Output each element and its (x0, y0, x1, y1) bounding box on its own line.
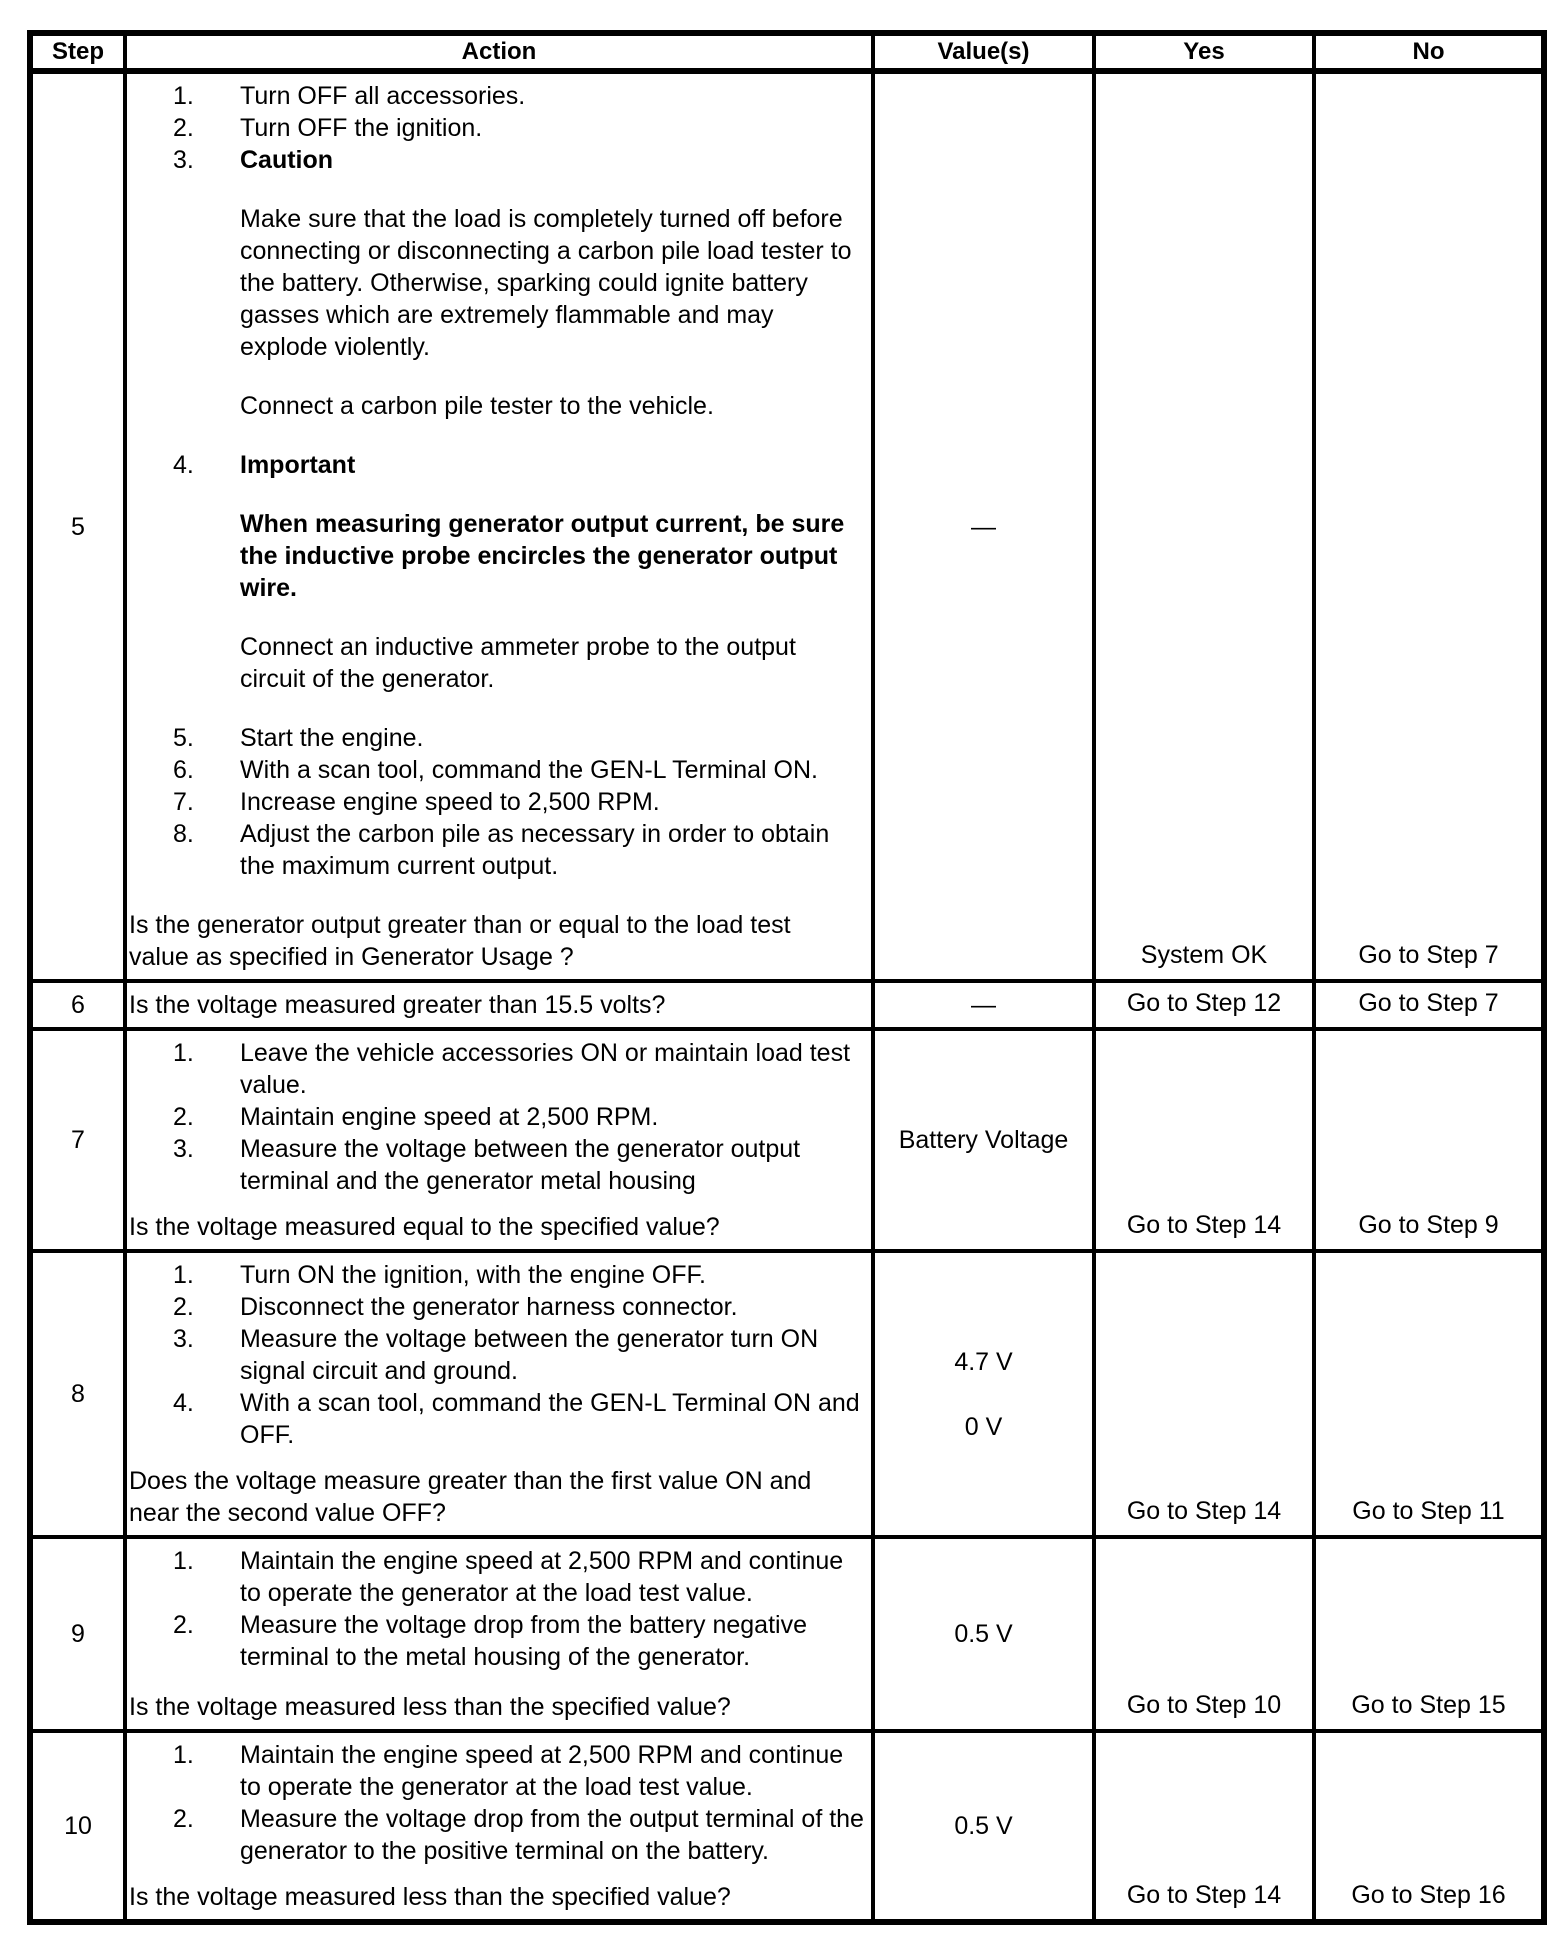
value-cell (873, 1029, 1094, 1251)
list-item-text: Turn OFF the ignition. (240, 114, 483, 142)
yes-text: Go to Step 14 (1126, 1497, 1282, 1525)
list-item-text: Measure the voltage between the generator turn ON signal circuit and ground. (240, 1325, 819, 1385)
table-row (30, 981, 1544, 1029)
value-cell (873, 1537, 1094, 1731)
action-question: Is the voltage measured less than the specified value? (129, 1693, 731, 1721)
list-number: 2. (173, 1611, 194, 1639)
list-item-text: Turn ON the ignition, with the engine OFF. (240, 1261, 706, 1289)
action-cell (125, 1029, 873, 1251)
table-row (30, 1029, 1544, 1251)
list-number: 2. (173, 1103, 194, 1131)
list-item-text: With a scan tool, command the GEN-L Terminal ON. (240, 756, 818, 784)
action-paragraph: Make sure that the load is completely turned off before connecting or disconnecting a carbon pile load tester to the battery. Otherwise, sparking could ignite battery gasses which are extremely flammable and may explode violently. (240, 205, 852, 361)
value-text: 4.7 V (954, 1347, 1013, 1376)
action-list-item (173, 1739, 869, 1803)
step-cell (30, 71, 125, 981)
value-text: — (971, 512, 996, 541)
value-cell (873, 1731, 1094, 1922)
action-question: Is the voltage measured equal to the specified value? (129, 1213, 720, 1241)
action-list-item (173, 1803, 869, 1867)
action-cell (125, 1731, 873, 1922)
procedure-rows (30, 71, 1544, 1922)
column-header-action: Action (125, 33, 873, 71)
step-cell (30, 1537, 125, 1731)
action-paragraph: Connect a carbon pile tester to the vehicle. (240, 392, 714, 420)
no-cell (1314, 1251, 1544, 1537)
action-question: Is the voltage measured less than the specified value? (129, 1883, 731, 1911)
list-number: 1. (173, 1547, 194, 1575)
value-text: 0 V (964, 1412, 1003, 1441)
action-cell (125, 1251, 873, 1537)
column-header-step: Step (30, 33, 125, 71)
action-list-item (173, 1387, 869, 1451)
action-content (127, 983, 871, 1027)
action-cell (125, 981, 873, 1029)
yes-cell (1094, 1537, 1314, 1731)
list-number: 2. (173, 1805, 194, 1833)
action-paragraph: When measuring generator output current, be sure the inductive probe encircles the generator output wire. (240, 510, 845, 602)
list-item-text: Adjust the carbon pile as necessary in order to obtain the maximum current output. (240, 820, 830, 880)
list-item-text: Measure the voltage drop from the battery negative terminal to the metal housing of the generator. (240, 1611, 807, 1671)
list-number: 4. (173, 1389, 194, 1417)
value-text: — (971, 991, 996, 1019)
list-item-text: Increase engine speed to 2,500 RPM. (240, 788, 660, 816)
step-cell (30, 1251, 125, 1537)
list-number: 1. (173, 1039, 194, 1067)
value-text: 0.5 V (954, 1620, 1013, 1648)
action-list-item (173, 818, 869, 882)
list-item-text: Measure the voltage drop from the output terminal of the generator to the positive terminal on the battery. (240, 1805, 864, 1865)
column-header-no: No (1314, 33, 1544, 71)
action-question: Is the generator output greater than or equal to the load test value as specified in Generator Usage ? (129, 911, 791, 971)
no-cell (1314, 1731, 1544, 1922)
step-cell (30, 981, 125, 1029)
action-question: Does the voltage measure greater than the first value ON and near the second value OFF? (129, 1467, 812, 1527)
list-number: 6. (173, 756, 194, 784)
list-number: 3. (173, 1135, 194, 1163)
action-cell (125, 71, 873, 981)
list-item-text: Maintain engine speed at 2,500 RPM. (240, 1103, 659, 1131)
list-item-text: Caution (240, 146, 334, 174)
step-number: 5 (71, 512, 85, 541)
yes-cell (1094, 1731, 1314, 1922)
yes-text: Go to Step 14 (1126, 1211, 1282, 1239)
header-row (30, 33, 1544, 71)
list-item-text: Important (240, 451, 356, 479)
yes-text: Go to Step 12 (1126, 989, 1282, 1017)
action-content (127, 1539, 871, 1729)
yes-cell (1094, 1251, 1314, 1537)
action-list-item (173, 1101, 869, 1133)
action-list-item (173, 1545, 869, 1609)
yes-text: Go to Step 10 (1126, 1691, 1282, 1719)
no-text: Go to Step 7 (1358, 989, 1499, 1017)
list-item-text: Disconnect the generator harness connector. (240, 1293, 738, 1321)
list-item-text: Start the engine. (240, 724, 424, 752)
action-list-item (173, 1291, 869, 1323)
action-list-item (173, 144, 869, 176)
list-item-text: Maintain the engine speed at 2,500 RPM and continue to operate the generator at the load test value. (240, 1741, 844, 1801)
yes-cell (1094, 1029, 1314, 1251)
action-list-item (173, 80, 869, 112)
list-item-text: Maintain the engine speed at 2,500 RPM and continue to operate the generator at the load test value. (240, 1547, 844, 1607)
action-content (127, 1733, 871, 1919)
no-text: Go to Step 16 (1351, 1881, 1506, 1909)
yes-cell (1094, 71, 1314, 981)
no-text: Go to Step 15 (1351, 1691, 1506, 1719)
list-number: 4. (173, 451, 194, 479)
list-number: 2. (173, 1293, 194, 1321)
list-item-text: With a scan tool, command the GEN-L Terminal ON and OFF. (240, 1389, 860, 1449)
step-cell (30, 1029, 125, 1251)
table-row (30, 1731, 1544, 1922)
no-cell (1314, 71, 1544, 981)
table-row (30, 1251, 1544, 1537)
list-item-text: Turn OFF all accessories. (240, 82, 526, 110)
step-number: 8 (71, 1380, 85, 1408)
no-cell (1314, 1029, 1544, 1251)
action-list-item (173, 1323, 869, 1387)
value-text: Battery Voltage (898, 1126, 1069, 1154)
action-list-item (173, 1609, 869, 1673)
list-number: 2. (173, 114, 194, 142)
no-text: Go to Step 11 (1352, 1497, 1505, 1525)
action-list-item (173, 754, 869, 786)
value-cell (873, 1251, 1094, 1537)
action-content (127, 1031, 871, 1249)
action-list-item (173, 786, 869, 818)
value-text: 0.5 V (954, 1812, 1013, 1840)
yes-text: Go to Step 14 (1126, 1881, 1282, 1909)
table-row (30, 71, 1544, 981)
action-content (127, 1253, 871, 1535)
step-number: 10 (64, 1812, 92, 1840)
yes-cell (1094, 981, 1314, 1029)
column-header-values: Value(s) (873, 33, 1094, 71)
yes-text: System OK (1140, 941, 1268, 969)
list-number: 3. (173, 1325, 194, 1353)
action-content (127, 74, 871, 979)
list-item-text: Measure the voltage between the generator output terminal and the generator metal housing (240, 1135, 801, 1195)
list-number: 3. (173, 146, 194, 174)
step-cell (30, 1731, 125, 1922)
diagnostic-procedure-table (27, 30, 1547, 1925)
list-number: 1. (173, 1261, 194, 1289)
action-list-item (173, 1133, 869, 1197)
list-number: 5. (173, 724, 194, 752)
list-item-text: Leave the vehicle accessories ON or maintain load test value. (240, 1039, 851, 1099)
no-cell (1314, 1537, 1544, 1731)
value-cell (873, 981, 1094, 1029)
no-cell (1314, 981, 1544, 1029)
action-list-item (173, 1037, 869, 1101)
list-number: 1. (173, 1741, 194, 1769)
action-cell (125, 1537, 873, 1731)
list-number: 7. (173, 788, 194, 816)
action-question: Is the voltage measured greater than 15.5 volts? (129, 991, 666, 1019)
action-list-item (173, 722, 869, 754)
step-number: 6 (71, 991, 85, 1019)
value-cell (873, 71, 1094, 981)
table-row (30, 1537, 1544, 1731)
list-number: 1. (173, 82, 194, 110)
list-number: 8. (173, 820, 194, 848)
no-text: Go to Step 7 (1358, 941, 1499, 969)
column-header-yes: Yes (1094, 33, 1314, 71)
step-number: 9 (71, 1620, 85, 1648)
action-list-item (173, 112, 869, 144)
step-number: 7 (71, 1126, 85, 1154)
action-paragraph: Connect an inductive ammeter probe to the output circuit of the generator. (240, 633, 796, 693)
action-list-item (173, 1259, 869, 1291)
no-text: Go to Step 9 (1358, 1211, 1499, 1239)
action-list-item (173, 449, 869, 481)
